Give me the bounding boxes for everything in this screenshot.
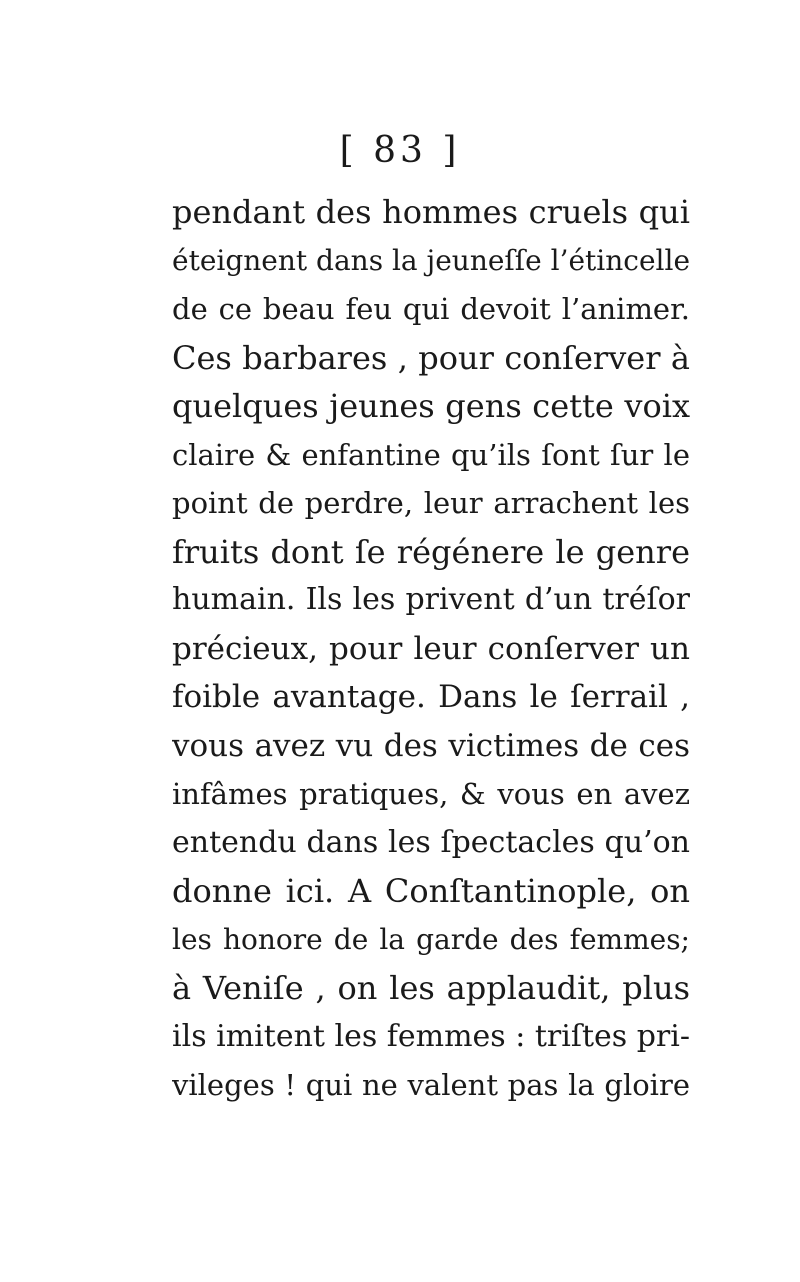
page-number: [ 83 ] xyxy=(339,130,461,171)
text-line: foible avantage. Dans le ſerrail , xyxy=(172,679,690,715)
text-line: entendu dans les ſpectacles qu’on xyxy=(172,824,690,860)
text-line: point de perdre, leur arrachent les xyxy=(172,486,690,520)
text-line: de ce beau feu qui devoit l’animer. xyxy=(172,292,690,326)
text-line: humain. Ils les privent d’un tréſor xyxy=(172,582,690,617)
text-line: Ces barbares , pour conſerver à xyxy=(172,338,690,377)
text-line: à Veniſe , on les applaudit, plus xyxy=(172,969,690,1007)
text-line: claire & enfantine qu’ils ſont ſur le xyxy=(172,437,690,472)
text-line: infâmes pratiques, & vous en avez xyxy=(172,777,690,811)
text-line: les honore de la garde des femmes; xyxy=(172,922,690,956)
text-line: fruits dont ſe régénere le genre xyxy=(172,532,690,571)
text-line: quelques jeunes gens cette voix xyxy=(172,387,690,425)
text-line: vileges ! qui ne valent pas la gloire xyxy=(172,1068,690,1102)
text-line: pendant des hommes cruels qui xyxy=(172,193,690,231)
text-line: ils imitent les femmes : triſtes pri- xyxy=(172,1018,690,1054)
text-line: vous avez vu des victimes de ces xyxy=(172,727,690,764)
text-line: éteignent dans la jeuneſſe l’étincelle xyxy=(172,243,690,277)
text-line: précieux, pour leur conſerver un xyxy=(172,630,690,667)
body-text xyxy=(172,188,690,1110)
text-line: donne ici. A Conſtantinople, on xyxy=(172,872,690,910)
